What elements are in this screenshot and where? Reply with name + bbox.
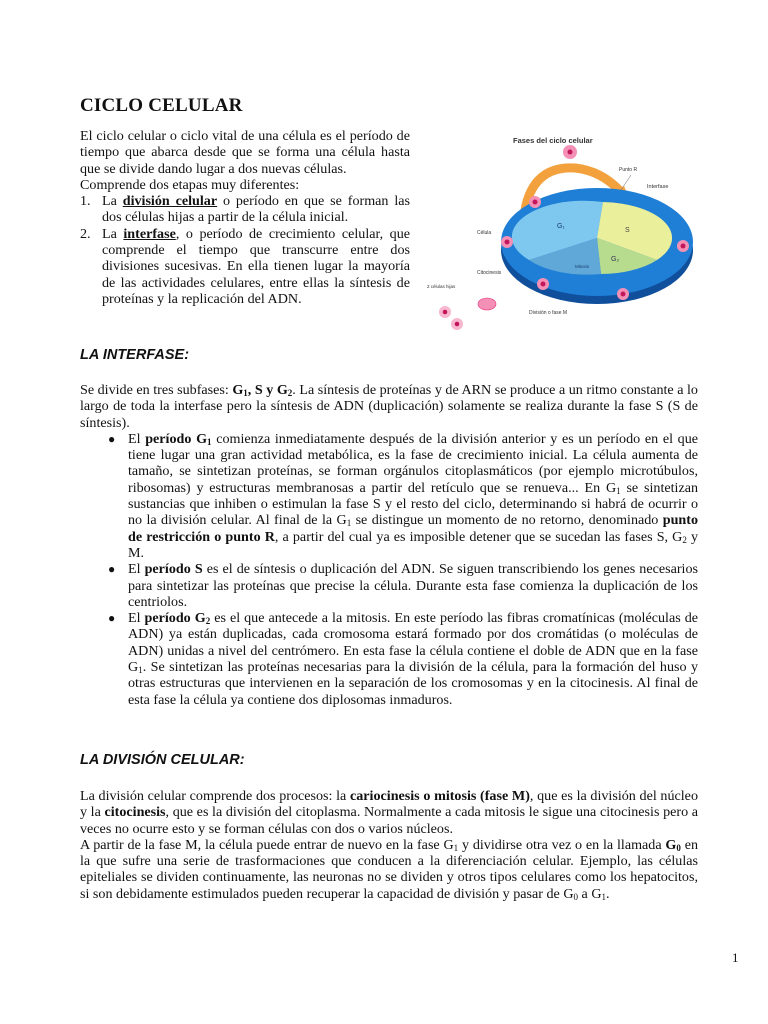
- bullet-text: es el que antecede a la mitosis. En este período las fibras cromatínicas (moléculas de ADN) ya están duplicadas, cada cromosoma estará formado por dos cromátidas (o moléculas de ADN) unidas a nivel del centrómero. En esta fase la célula contiene el doble de ADN que en la fase $G_1$. Se sintetizan las proteínas necesarias para la división de la célula, para la formación del huso y otras estructuras que intervienen en la separación de los cromosomas y en la citocinesis. Al final de esta fase la célula ya contiene dos diplosomas inmaduros.: [128, 610, 698, 708]
- paragraph-text: . La síntesis de proteínas y de ARN se produce a un ritmo constante a lo largo de toda la interfase pero la síntesis de ADN (duplicación) solamente se realiza durante la fase S (S de síntesis).: [80, 382, 698, 431]
- paragraph-text: La división celular comprende dos procesos: la: [80, 788, 350, 804]
- nucleus: [568, 150, 573, 155]
- page-title: CICLO CELULAR: [80, 95, 243, 116]
- paragraph-text: en la que sufre una serie de trasformaciones que conducen a la diferenciación celular. Ejemplo, las células epiteliales se dividen continuamente, las neuronas no se dividen y otros tipos celulares como los hepatocitos, si son debidamente estimulados pueden recuperar la capacidad de división y pasar de $G_0$ a $G_1$.: [80, 836, 699, 902]
- stages-list: [80, 193, 410, 307]
- leader-line: [621, 175, 631, 190]
- term-citocinesis: citocinesis: [104, 804, 166, 821]
- label-s: S: [625, 227, 630, 234]
- nucleus: [541, 282, 546, 287]
- daughter-cells: [427, 284, 496, 330]
- intro-paragraph: El ciclo celular o ciclo vital de una célula es el período de tiempo que abarca desde que se forma una célula hasta que se divide dando lugar a dos nuevas células.: [80, 128, 410, 177]
- nucleus: [533, 200, 538, 205]
- label-interfase: Interfase: [647, 184, 669, 190]
- bullet-text: , a partir del cual ya es imposible detener que se sucedan las fases S, $G_2$ y M.: [128, 528, 699, 561]
- nucleus: [443, 310, 448, 315]
- paragraph-text: , que es la división del núcleo y la: [80, 788, 698, 821]
- term-periodo-s: período S: [144, 561, 203, 578]
- nucleus: [505, 240, 510, 245]
- bullet-text: El: [128, 430, 146, 447]
- paragraph-text: A partir de la fase M, la célula puede entrar de nuevo en la fase $G_1$ y dividirse otra vez o en la llamada: [80, 836, 666, 853]
- term-interfase: interfase: [123, 225, 176, 242]
- division-paragraph-1: [80, 788, 698, 837]
- term-division-celular: división celular: [122, 193, 218, 210]
- bullet-s: [106, 561, 698, 610]
- heading-division-celular: LA DIVISIÓN CELULAR:: [80, 752, 245, 768]
- intro-stages-line: Comprende dos etapas muy diferentes:: [80, 176, 300, 193]
- term-periodo-g1: período $G_1$: [145, 430, 212, 447]
- label-mitosis: Mitosis: [575, 264, 590, 269]
- division-paragraph-2: [80, 837, 698, 902]
- label-citocinesis: Citocinesis: [477, 270, 502, 276]
- label-g2: G₂: [611, 256, 620, 263]
- dividing-cell: [478, 298, 496, 310]
- nucleus: [681, 244, 686, 249]
- list-text: o período en que se forman las dos células hijas a partir de la célula inicial.: [102, 193, 410, 226]
- paragraph-text: Se divide en tres subfases:: [80, 382, 233, 398]
- term-subphases: $G_1$, S y $G_2$: [232, 382, 293, 398]
- nucleus: [621, 292, 626, 297]
- bullet-g2: [106, 610, 698, 708]
- division-section: [80, 788, 698, 902]
- term-punto-r: punto de restricción o punto R: [128, 512, 698, 545]
- nucleus: [455, 322, 460, 327]
- list-text: La: [102, 225, 124, 242]
- label-g0: G₀: [566, 164, 572, 170]
- stage-item-division: [80, 193, 410, 226]
- intro-section: [80, 128, 410, 307]
- list-text: La: [102, 193, 123, 210]
- bullet-text: El: [128, 610, 145, 627]
- bullet-text: comienza inmediatamente después de la división anterior y es un período en el que tiene lugar una gran actividad metabólica, es la fase de crecimiento inicial. La célula aumenta de tamaño, se sintetizan proteínas, se forman orgánulos citoplasmáticos (por ejemplo microtúbulos, ribosomas) y estructuras membranosas a partir del retículo que se renueva... En $G_1$ se sintetizan sustancias que inhiben o estimulan la fase S y el resto del ciclo, determinando si habrá de ocurrir o no la división celular. Al final de la $G_1$ se distingue un momento de no retorno, denominado: [128, 430, 699, 529]
- term-periodo-g2: período $G_2$: [144, 610, 211, 627]
- bullet-g1: [106, 431, 698, 561]
- label-celulas-hijas: 2 células hijas: [427, 284, 456, 289]
- interfase-section: [80, 382, 698, 708]
- figure-title: Fases del ciclo celular: [513, 136, 593, 145]
- phase-list: [106, 431, 698, 708]
- heading-interfase: LA INTERFASE:: [80, 347, 190, 363]
- label-punto-r: Punto R: [619, 167, 638, 173]
- bullet-text: es el de síntesis o duplicación del ADN. Se siguen transcribiendo los genes necesarios para sintetizar las proteínas que precise la célula. Durante esta fase comienza la duplicación de los centriolos.: [128, 561, 698, 610]
- term-cariocinesis: cariocinesis o mitosis (fase M): [350, 788, 530, 804]
- list-text: , o período de crecimiento celular, que comprende el tiempo que transcurre entre dos divisiones sucesivas. En ella tienen lugar la mayoría de las actividades celulares, entre ellas la síntesis de proteínas y la replicación del ADN.: [102, 225, 411, 307]
- bullet-icon: ●: [108, 431, 116, 446]
- list-number: 1.: [80, 193, 91, 210]
- stage-item-interfase: [80, 226, 410, 307]
- label-g1: G₁: [557, 223, 565, 230]
- label-celula: Célula: [477, 230, 492, 236]
- cell-cycle-diagram: [425, 128, 715, 336]
- term-g0: $G_0$: [665, 836, 681, 853]
- phase-disc: [512, 201, 672, 275]
- bullet-text: El: [128, 561, 145, 578]
- paragraph-text: , que es la división del citoplasma. Normalmente a cada mitosis le sigue una citocinesis pero a veces no ocurre esto y se forman células con dos o varios núcleos.: [80, 804, 699, 837]
- interfase-intro: [80, 382, 698, 431]
- bullet-icon: ●: [108, 611, 116, 626]
- label-division-fase-m: División o fase M: [529, 310, 568, 316]
- list-number: 2.: [80, 225, 91, 242]
- page-number: 1: [732, 950, 739, 965]
- bullet-icon: ●: [108, 562, 116, 577]
